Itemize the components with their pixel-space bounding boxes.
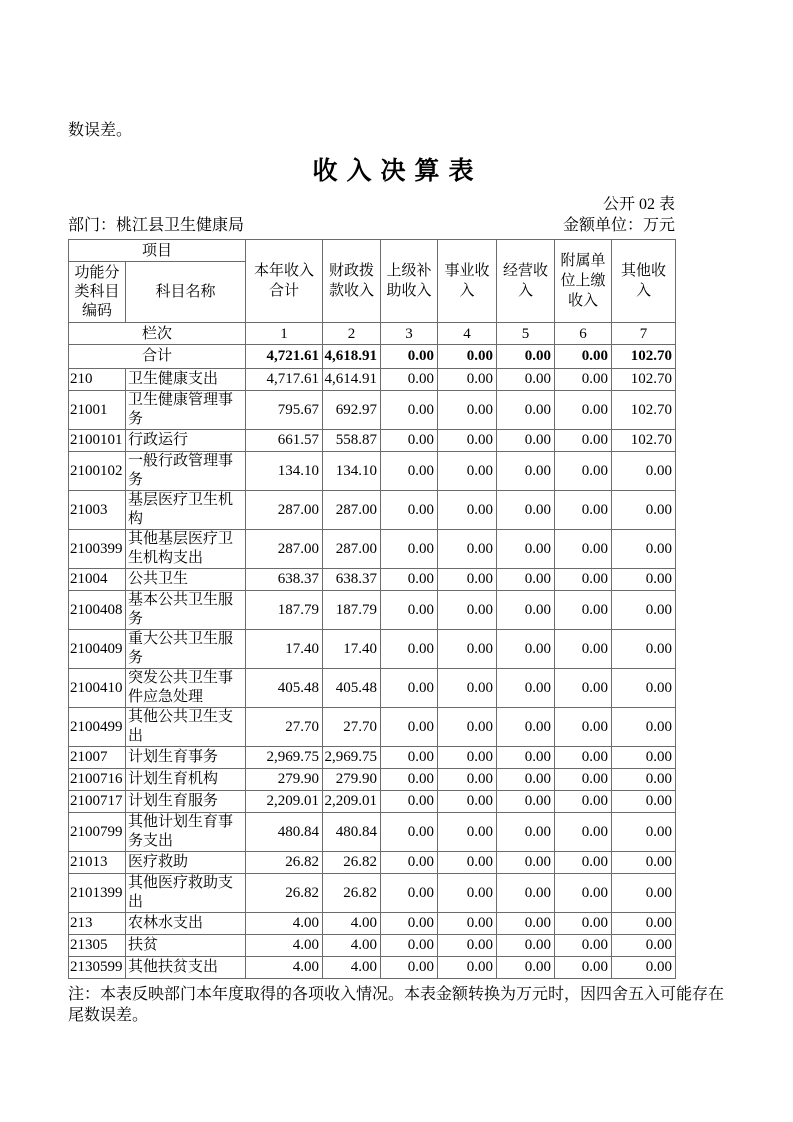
unit-label: 金额单位：万元 [562, 217, 675, 234]
value-cell: 279.90 [246, 769, 323, 791]
value-cell: 0.00 [497, 569, 555, 591]
value-cell: 0.00 [555, 913, 612, 935]
subject-name-cell: 基层医疗卫生机构 [126, 491, 246, 530]
value-cell: 0.00 [555, 491, 612, 530]
value-cell: 0.00 [438, 913, 497, 935]
value-cell: 0.00 [612, 852, 676, 874]
value-cell: 0.00 [555, 874, 612, 913]
value-cell: 0.00 [381, 430, 438, 452]
table-row [69, 452, 676, 491]
row-label: 合计 [69, 345, 246, 369]
value-cell: 287.00 [246, 491, 323, 530]
value-cell: 692.97 [323, 391, 381, 430]
table-row [69, 791, 676, 813]
value-cell: 287.00 [323, 530, 381, 569]
value-cell: 0.00 [555, 530, 612, 569]
table-body [69, 345, 676, 979]
header-row-lanci [69, 323, 676, 345]
value-cell: 638.37 [246, 569, 323, 591]
value-cell: 102.70 [612, 391, 676, 430]
value-cell: 0.00 [381, 769, 438, 791]
value-cell: 0.00 [497, 369, 555, 391]
table-row [69, 430, 676, 452]
table-header [69, 240, 676, 345]
value-cell: 0.00 [497, 345, 555, 369]
value-cell: 0.00 [438, 852, 497, 874]
value-cell: 0.00 [497, 813, 555, 852]
value-cell: 0.00 [497, 747, 555, 769]
value-cell: 0.00 [438, 791, 497, 813]
subject-name-cell: 其他计划生育事务支出 [126, 813, 246, 852]
value-cell: 0.00 [438, 957, 497, 979]
header-col-number: 2 [323, 323, 381, 345]
value-cell: 26.82 [246, 852, 323, 874]
table-row [69, 747, 676, 769]
table-row [69, 957, 676, 979]
value-cell: 0.00 [497, 669, 555, 708]
value-cell: 0.00 [438, 874, 497, 913]
value-cell: 0.00 [497, 591, 555, 630]
value-cell: 0.00 [612, 813, 676, 852]
value-cell: 0.00 [381, 852, 438, 874]
value-cell: 638.37 [323, 569, 381, 591]
value-cell: 0.00 [555, 769, 612, 791]
header-col-number: 7 [612, 323, 676, 345]
value-cell: 480.84 [246, 813, 323, 852]
value-cell: 0.00 [555, 669, 612, 708]
value-cell: 4,614.91 [323, 369, 381, 391]
department-label: 部门：桃江县卫生健康局 [68, 217, 245, 234]
value-cell: 0.00 [381, 530, 438, 569]
value-cell: 0.00 [438, 769, 497, 791]
meta-line [68, 216, 675, 236]
value-cell: 661.57 [246, 430, 323, 452]
value-cell: 0.00 [497, 630, 555, 669]
value-cell: 0.00 [381, 630, 438, 669]
value-cell: 0.00 [497, 708, 555, 747]
value-cell: 287.00 [323, 491, 381, 530]
value-cell: 0.00 [497, 769, 555, 791]
value-cell: 405.48 [323, 669, 381, 708]
value-cell: 134.10 [323, 452, 381, 491]
value-cell: 0.00 [381, 747, 438, 769]
value-cell: 0.00 [381, 669, 438, 708]
header-project: 项目 [69, 240, 246, 262]
table-note: 注：本表反映部门本年度取得的各项收入情况。本表金额转换为万元时，因四舍五入可能存在尾数误差。 [68, 986, 725, 1024]
table-row [69, 935, 676, 957]
value-cell: 0.00 [438, 491, 497, 530]
value-cell: 0.00 [381, 874, 438, 913]
value-cell: 0.00 [438, 530, 497, 569]
value-cell: 0.00 [612, 708, 676, 747]
value-cell: 0.00 [555, 852, 612, 874]
value-cell: 0.00 [438, 935, 497, 957]
page-content [68, 0, 727, 1026]
value-cell: 0.00 [497, 852, 555, 874]
value-cell: 0.00 [612, 874, 676, 913]
value-cell: 0.00 [438, 430, 497, 452]
value-cell: 2,969.75 [323, 747, 381, 769]
value-cell: 0.00 [555, 630, 612, 669]
value-cell: 0.00 [381, 369, 438, 391]
value-cell: 187.79 [246, 591, 323, 630]
function-code-cell: 21007 [69, 747, 126, 769]
value-cell: 0.00 [438, 708, 497, 747]
value-cell: 0.00 [555, 747, 612, 769]
value-cell: 0.00 [497, 452, 555, 491]
header-col-superior-subsidy: 上级补助收入 [381, 240, 438, 323]
value-cell: 0.00 [612, 957, 676, 979]
table-row [69, 913, 676, 935]
value-cell: 4.00 [246, 935, 323, 957]
value-cell: 4,717.61 [246, 369, 323, 391]
subject-name-cell: 卫生健康管理事务 [126, 391, 246, 430]
value-cell: 0.00 [612, 669, 676, 708]
value-cell: 0.00 [381, 569, 438, 591]
value-cell: 0.00 [497, 935, 555, 957]
subject-name-cell: 其他医疗救助支出 [126, 874, 246, 913]
table-row [69, 769, 676, 791]
value-cell: 795.67 [246, 391, 323, 430]
value-cell: 0.00 [381, 708, 438, 747]
header-col-number: 5 [497, 323, 555, 345]
value-cell: 0.00 [381, 935, 438, 957]
header-col-other-income: 其他收入 [612, 240, 676, 323]
value-cell: 0.00 [612, 591, 676, 630]
value-cell: 2,209.01 [246, 791, 323, 813]
subject-name-cell: 公共卫生 [126, 569, 246, 591]
value-cell: 26.82 [323, 874, 381, 913]
subject-name-cell: 其他扶贫支出 [126, 957, 246, 979]
header-function-code: 功能分类科目编码 [69, 262, 126, 323]
value-cell: 4,721.61 [246, 345, 323, 369]
value-cell: 4.00 [323, 957, 381, 979]
value-cell: 0.00 [555, 391, 612, 430]
value-cell: 0.00 [497, 791, 555, 813]
value-cell: 0.00 [438, 813, 497, 852]
function-code-cell: 2100410 [69, 669, 126, 708]
value-cell: 0.00 [555, 935, 612, 957]
subject-name-cell: 农林水支出 [126, 913, 246, 935]
value-cell: 287.00 [246, 530, 323, 569]
function-code-cell: 2100499 [69, 708, 126, 747]
value-cell: 26.82 [246, 874, 323, 913]
table-row [69, 591, 676, 630]
table-row [69, 530, 676, 569]
value-cell: 0.00 [438, 391, 497, 430]
subject-name-cell: 卫生健康支出 [126, 369, 246, 391]
value-cell: 102.70 [612, 369, 676, 391]
value-cell: 0.00 [555, 430, 612, 452]
value-cell: 0.00 [612, 569, 676, 591]
value-cell: 0.00 [497, 430, 555, 452]
header-col-number: 6 [555, 323, 612, 345]
subject-name-cell: 基本公共卫生服务 [126, 591, 246, 630]
value-cell: 0.00 [555, 345, 612, 369]
value-cell: 0.00 [555, 452, 612, 491]
value-cell: 480.84 [323, 813, 381, 852]
value-cell: 4.00 [323, 913, 381, 935]
table-row [69, 669, 676, 708]
function-code-cell: 21004 [69, 569, 126, 591]
value-cell: 102.70 [612, 430, 676, 452]
value-cell: 0.00 [555, 708, 612, 747]
value-cell: 0.00 [381, 813, 438, 852]
value-cell: 0.00 [497, 957, 555, 979]
value-cell: 0.00 [497, 874, 555, 913]
subject-name-cell: 其他基层医疗卫生机构支出 [126, 530, 246, 569]
value-cell: 0.00 [555, 957, 612, 979]
header-col-fiscal-allocation: 财政拨款收入 [323, 240, 381, 323]
value-cell: 0.00 [497, 391, 555, 430]
value-cell: 0.00 [612, 769, 676, 791]
function-code-cell: 2100102 [69, 452, 126, 491]
function-code-cell: 2100409 [69, 630, 126, 669]
subject-name-cell: 计划生育机构 [126, 769, 246, 791]
value-cell: 0.00 [555, 569, 612, 591]
header-col-number: 3 [381, 323, 438, 345]
table-row [69, 813, 676, 852]
header-col-business-income: 事业收入 [438, 240, 497, 323]
value-cell: 0.00 [497, 913, 555, 935]
value-cell: 26.82 [323, 852, 381, 874]
value-cell: 0.00 [612, 530, 676, 569]
income-table [68, 239, 676, 979]
header-col-number: 1 [246, 323, 323, 345]
value-cell: 0.00 [438, 345, 497, 369]
header-col-operating-income: 经营收入 [497, 240, 555, 323]
value-cell: 4,618.91 [323, 345, 381, 369]
value-cell: 279.90 [323, 769, 381, 791]
header-row-project [69, 240, 676, 262]
value-cell: 0.00 [438, 452, 497, 491]
value-cell: 0.00 [381, 791, 438, 813]
table-row [69, 369, 676, 391]
value-cell: 0.00 [381, 957, 438, 979]
value-cell: 0.00 [555, 591, 612, 630]
value-cell: 0.00 [381, 391, 438, 430]
value-cell: 0.00 [438, 569, 497, 591]
value-cell: 0.00 [438, 369, 497, 391]
function-code-cell: 2100101 [69, 430, 126, 452]
value-cell: 0.00 [612, 452, 676, 491]
value-cell: 0.00 [612, 491, 676, 530]
function-code-cell: 2130599 [69, 957, 126, 979]
header-lanci: 栏次 [69, 323, 246, 345]
value-cell: 2,969.75 [246, 747, 323, 769]
value-cell: 134.10 [246, 452, 323, 491]
subject-name-cell: 医疗救助 [126, 852, 246, 874]
header-col-affiliated-unit: 附属单位上缴收入 [555, 240, 612, 323]
value-cell: 405.48 [246, 669, 323, 708]
subject-name-cell: 扶贫 [126, 935, 246, 957]
table-row [69, 874, 676, 913]
value-cell: 0.00 [438, 591, 497, 630]
value-cell: 0.00 [381, 452, 438, 491]
page-title: 收入决算表 [312, 157, 483, 185]
value-cell: 27.70 [323, 708, 381, 747]
value-cell: 0.00 [438, 669, 497, 708]
table-row [69, 391, 676, 430]
subject-name-cell: 重大公共卫生服务 [126, 630, 246, 669]
value-cell: 0.00 [381, 591, 438, 630]
value-cell: 17.40 [323, 630, 381, 669]
subject-name-cell: 其他公共卫生支出 [126, 708, 246, 747]
function-code-cell: 2100408 [69, 591, 126, 630]
table-row [69, 852, 676, 874]
value-cell: 0.00 [381, 491, 438, 530]
total-row [69, 345, 676, 369]
value-cell: 187.79 [323, 591, 381, 630]
function-code-cell: 2100716 [69, 769, 126, 791]
function-code-cell: 21003 [69, 491, 126, 530]
value-cell: 17.40 [246, 630, 323, 669]
function-code-cell: 2100799 [69, 813, 126, 852]
header-subject-name: 科目名称 [126, 262, 246, 323]
value-cell: 0.00 [438, 747, 497, 769]
subject-name-cell: 计划生育事务 [126, 747, 246, 769]
subject-name-cell: 行政运行 [126, 430, 246, 452]
function-code-cell: 213 [69, 913, 126, 935]
function-code-cell: 2100717 [69, 791, 126, 813]
function-code-cell: 21013 [69, 852, 126, 874]
value-cell: 0.00 [612, 791, 676, 813]
value-cell: 0.00 [612, 935, 676, 957]
value-cell: 0.00 [497, 530, 555, 569]
value-cell: 0.00 [612, 630, 676, 669]
previous-note-fragment: 数误差。 [68, 122, 133, 139]
value-cell: 2,209.01 [323, 791, 381, 813]
value-cell: 4.00 [246, 913, 323, 935]
value-cell: 0.00 [555, 791, 612, 813]
function-code-cell: 21305 [69, 935, 126, 957]
value-cell: 4.00 [323, 935, 381, 957]
value-cell: 0.00 [612, 747, 676, 769]
value-cell: 0.00 [381, 913, 438, 935]
function-code-cell: 2101399 [69, 874, 126, 913]
function-code-cell: 210 [69, 369, 126, 391]
table-code-label: 公开 02 表 [602, 196, 675, 213]
subject-name-cell: 突发公共卫生事件应急处理 [126, 669, 246, 708]
value-cell: 0.00 [555, 369, 612, 391]
table-row [69, 630, 676, 669]
header-col-total-income: 本年收入合计 [246, 240, 323, 323]
value-cell: 4.00 [246, 957, 323, 979]
subject-name-cell: 一般行政管理事务 [126, 452, 246, 491]
value-cell: 0.00 [438, 630, 497, 669]
value-cell: 0.00 [555, 813, 612, 852]
table-row [69, 569, 676, 591]
value-cell: 0.00 [612, 913, 676, 935]
function-code-cell: 2100399 [69, 530, 126, 569]
table-row [69, 491, 676, 530]
value-cell: 27.70 [246, 708, 323, 747]
table-row [69, 708, 676, 747]
subject-name-cell: 计划生育服务 [126, 791, 246, 813]
function-code-cell: 21001 [69, 391, 126, 430]
header-col-number: 4 [438, 323, 497, 345]
value-cell: 0.00 [381, 345, 438, 369]
value-cell: 102.70 [612, 345, 676, 369]
value-cell: 0.00 [497, 491, 555, 530]
value-cell: 558.87 [323, 430, 381, 452]
